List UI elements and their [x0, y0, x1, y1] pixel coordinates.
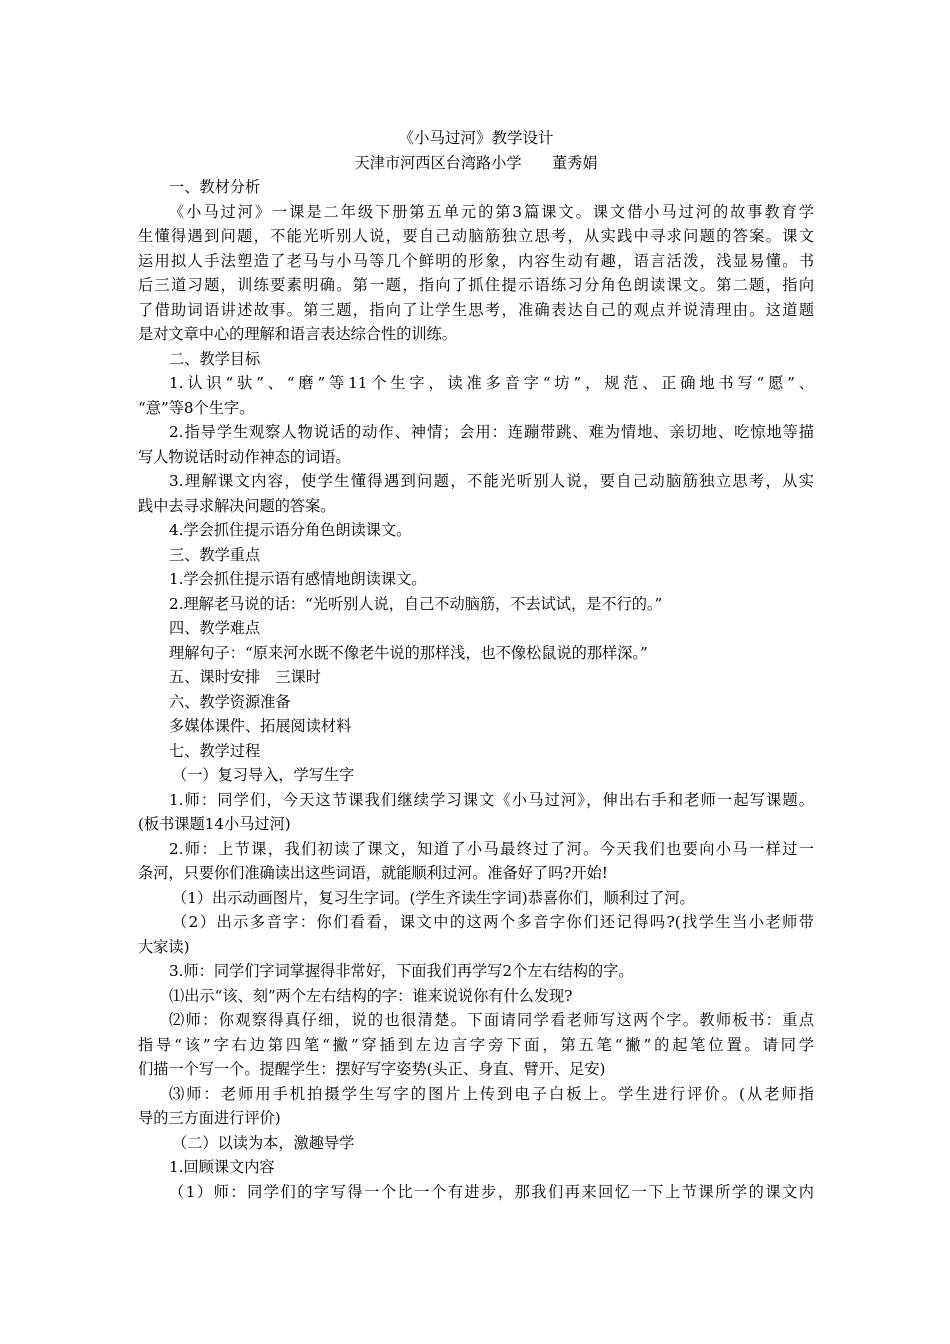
- document-title: 《小马过河》教学设计: [398, 129, 554, 147]
- paragraph-line: (板书课题14小马过河): [138, 815, 291, 833]
- paragraph-line: 们描一个写一个。提醒学生：摆好写字姿势(头正、身直、臂开、足安): [138, 1060, 606, 1078]
- paragraph-line: 1.学会抓住提示语有感情地朗读课文。: [169, 570, 427, 588]
- paragraph-line: （1）出示动画图片，复习生字词。(学生齐读生字词)恭喜你们，顺利过了河。: [172, 888, 695, 907]
- document-author: 天津市河西区台湾路小学 董秀娟: [354, 153, 598, 172]
- paragraph-line: 是对文章中心的理解和语言表达综合性的训练。: [138, 325, 457, 343]
- paragraph-line: 践中去寻求解决问题的答案。: [138, 496, 336, 515]
- paragraph-line: 1.师：同学们，今天这节课我们继续学习课文《小马过河》，伸出右手和老师一起写课题。: [169, 790, 814, 809]
- paragraph-line: 条河，只要你们准确读出这些词语，就能顺利过河。准备好了吗?开始!: [138, 864, 608, 882]
- paragraph-line: 写人物说话时动作神态的词语。: [138, 447, 351, 466]
- paragraph-line: 多媒体课件、拓展阅读材料: [169, 717, 352, 735]
- paragraph-line: 三、教学重点: [169, 545, 261, 564]
- paragraph-line: 生懂得遇到问题，不能光听别人说，要自己动脑筋独立思考，从实践中寻求问题的答案。课文: [138, 227, 814, 245]
- paragraph-line: 五、课时安排 三课时: [169, 668, 321, 686]
- paragraph-line: （1）师：同学们的字写得一个比一个有进步，那我们再来回忆一下上节课所学的课文内: [169, 1182, 814, 1201]
- paragraph-line: “意”等8个生字。: [138, 398, 255, 417]
- paragraph-line: ⑶师：老师用手机拍摄学生写字的图片上传到电子白板上。学生进行评价。(从老师指: [169, 1084, 814, 1103]
- paragraph-line: 《小马过河》一课是二年级下册第五单元的第3篇课文。课文借小马过河的故事教育学: [169, 202, 814, 221]
- paragraph-line: （一）复习导入，学写生字: [172, 766, 355, 784]
- paragraph-line: ⑴出示“该、刻”两个左右结构的字：谁来说说你有什么发现?: [169, 986, 573, 1005]
- document-body: [138, 175, 814, 1204]
- paragraph-line: 指导“该”字右边第四笔“撇”穿插到左边言字旁下面，第五笔“撇”的起笔位置。请同学: [138, 1035, 814, 1054]
- paragraph-line: 二、教学目标: [169, 349, 261, 368]
- paragraph-line: 大家读): [138, 937, 190, 956]
- paragraph-line: 2.理解老马说的话：“光听别人说，自己不动脑筋，不去试试，是不行的。”: [169, 594, 663, 613]
- paragraph-line: 运用拟人手法塑造了老马与小马等几个鲜明的形象，内容生动有趣，语言活泼，浅显易懂。书: [138, 251, 814, 270]
- paragraph-line: 理解句子：“原来河水既不像老牛说的那样浅，也不像松鼠说的那样深。”: [169, 643, 648, 662]
- paragraph-line: 了借助词语讲述故事。第三题，指向了让学生思考，准确表达自己的观点并说清理由。这道题: [138, 300, 814, 319]
- document-page: [138, 126, 814, 1204]
- paragraph-line: 后三道习题，训练要素明确。第一题，指向了抓住提示语练习分角色朗读课文。第二题，指向: [138, 276, 814, 294]
- paragraph-line: 2.指导学生观察人物说话的动作、神情；会用：连蹦带跳、难为情地、亲切地、吃惊地等描: [169, 423, 814, 441]
- paragraph-line: 六、教学资源准备: [169, 692, 291, 711]
- paragraph-line: 七、教学过程: [169, 741, 261, 760]
- paragraph-line: 1.认识“驮”、“磨”等11个生字，读准多音字“坊”，规范、正确地书写“愿”、: [169, 374, 814, 392]
- paragraph-line: 1.回顾课文内容: [169, 1158, 275, 1176]
- paragraph-line: 一、教材分析: [169, 178, 261, 196]
- paragraph-line: 四、教学难点: [169, 619, 261, 637]
- paragraph-line: （2）出示多音字：你们看看，课文中的这两个多音字你们还记得吗?(找学生当小老师带: [172, 913, 814, 931]
- paragraph-line: 4.学会抓住提示语分角色朗读课文。: [169, 521, 412, 539]
- paragraph-line: ⑵师：你观察得真仔细，说的也很清楚。下面请同学看老师写这两个字。教师板书：重点: [169, 1011, 814, 1029]
- paragraph-line: 2.师：上节课，我们初读了课文，知道了小马最终过了河。今天我们也要向小马一样过一: [169, 839, 814, 858]
- paragraph-line: 3.理解课文内容，使学生懂得遇到问题，不能光听别人说，要自己动脑筋独立思考，从实: [169, 472, 814, 490]
- paragraph-line: （二）以读为本，激趣导学: [172, 1133, 355, 1152]
- paragraph-line: 3.师：同学们字词掌握得非常好，下面我们再学写2个左右结构的字。: [169, 962, 634, 980]
- paragraph-line: 导的三方面进行评价): [138, 1109, 281, 1127]
